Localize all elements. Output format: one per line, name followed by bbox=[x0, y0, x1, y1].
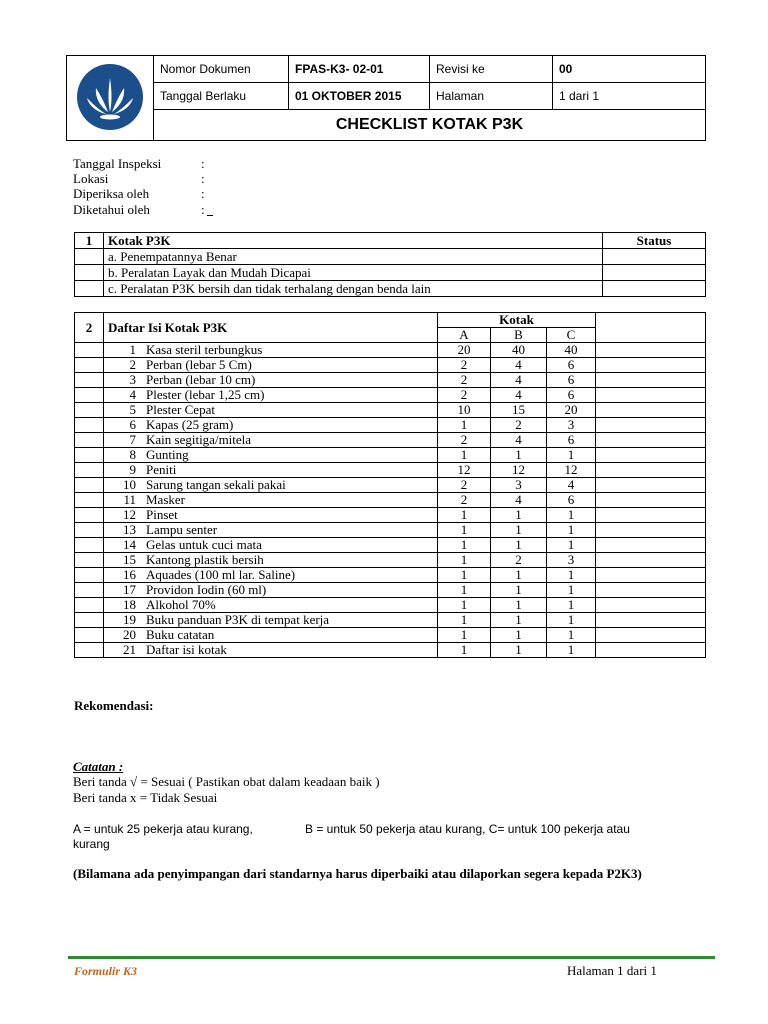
item-name: Perban (lebar 10 cm) bbox=[146, 372, 256, 387]
qty-c: 6 bbox=[547, 373, 596, 388]
table-row bbox=[75, 508, 706, 523]
notes-line-2 bbox=[73, 790, 217, 806]
qty-b: 15 bbox=[491, 403, 547, 418]
item-number: 19 bbox=[123, 612, 136, 627]
item-number: 18 bbox=[123, 597, 136, 612]
section1-item: c. Peralatan P3K bersih dan tidak terhalang dengan benda lain bbox=[104, 281, 603, 297]
item-cell bbox=[104, 583, 438, 598]
item-cell bbox=[104, 463, 438, 478]
table-row bbox=[75, 358, 706, 373]
document-header bbox=[66, 55, 706, 141]
qty-b: 1 bbox=[491, 643, 547, 658]
status-cell[interactable] bbox=[596, 553, 706, 568]
qty-a: 10 bbox=[438, 403, 491, 418]
qty-c: 1 bbox=[547, 613, 596, 628]
page-value: 1 dari 1 bbox=[553, 83, 706, 110]
qty-a: 2 bbox=[438, 433, 491, 448]
info-label-checked-by: Diperiksa oleh bbox=[73, 186, 150, 201]
table-row bbox=[75, 478, 706, 493]
section2-number: 2 bbox=[75, 313, 104, 343]
item-cell bbox=[104, 553, 438, 568]
qty-c: 1 bbox=[547, 643, 596, 658]
item-number: 5 bbox=[129, 402, 136, 417]
section1-table bbox=[74, 232, 706, 297]
item-cell bbox=[104, 478, 438, 493]
cross-mark-icon: x bbox=[130, 790, 137, 805]
qty-c: 40 bbox=[547, 343, 596, 358]
item-number: 4 bbox=[129, 387, 136, 402]
qty-c: 12 bbox=[547, 463, 596, 478]
qty-c: 6 bbox=[547, 358, 596, 373]
qty-c: 1 bbox=[547, 448, 596, 463]
section2-table bbox=[74, 312, 706, 658]
qty-a: 1 bbox=[438, 523, 491, 538]
item-name: Buku panduan P3K di tempat kerja bbox=[146, 612, 330, 627]
item-name: Kantong plastik bersih bbox=[146, 552, 264, 567]
item-cell bbox=[104, 613, 438, 628]
table-row bbox=[75, 628, 706, 643]
item-name: Buku catatan bbox=[146, 627, 215, 642]
item-name: Masker bbox=[146, 492, 185, 507]
qty-b: 3 bbox=[491, 478, 547, 493]
section1-number: 1 bbox=[75, 233, 104, 249]
qty-a: 1 bbox=[438, 418, 491, 433]
qty-a: 20 bbox=[438, 343, 491, 358]
item-number: 20 bbox=[123, 627, 136, 642]
item-cell bbox=[104, 448, 438, 463]
qty-c: 6 bbox=[547, 493, 596, 508]
table-row bbox=[75, 448, 706, 463]
qty-b: 12 bbox=[491, 463, 547, 478]
item-number: 10 bbox=[123, 477, 136, 492]
item-cell bbox=[104, 598, 438, 613]
item-name: Kain segitiga/mitela bbox=[146, 432, 252, 447]
info-colon: : bbox=[201, 171, 205, 186]
item-number: 3 bbox=[129, 372, 136, 387]
table-row bbox=[75, 598, 706, 613]
section1-title: Kotak P3K bbox=[104, 233, 603, 249]
qty-b: 4 bbox=[491, 373, 547, 388]
info-underline bbox=[207, 215, 213, 216]
status-cell[interactable] bbox=[596, 388, 706, 403]
table-row bbox=[75, 418, 706, 433]
notes-title: Catatan : bbox=[73, 759, 124, 774]
column-header-c: C bbox=[547, 328, 596, 343]
info-label-acknowledged-by: Diketahui oleh bbox=[73, 202, 150, 217]
status-cell[interactable] bbox=[596, 478, 706, 493]
item-number: 16 bbox=[123, 567, 136, 582]
item-name: Perban (lebar 5 Cm) bbox=[146, 357, 252, 372]
item-name: Kapas (25 gram) bbox=[146, 417, 234, 432]
section1-status-header: Status bbox=[603, 233, 706, 249]
item-name: Plester Cepat bbox=[146, 402, 215, 417]
qty-a: 1 bbox=[438, 643, 491, 658]
status-cell[interactable] bbox=[596, 433, 706, 448]
item-cell bbox=[104, 403, 438, 418]
status-cell[interactable] bbox=[603, 281, 706, 297]
item-cell bbox=[104, 523, 438, 538]
company-logo-icon bbox=[75, 62, 145, 132]
qty-b: 1 bbox=[491, 628, 547, 643]
item-number: 7 bbox=[129, 432, 136, 447]
table-row bbox=[75, 463, 706, 478]
status-cell[interactable] bbox=[596, 538, 706, 553]
item-name: Lampu senter bbox=[146, 522, 218, 537]
status-cell[interactable] bbox=[596, 358, 706, 373]
item-name: Aquades (100 ml lar. Saline) bbox=[146, 567, 296, 582]
status-cell[interactable] bbox=[596, 628, 706, 643]
item-number: 2 bbox=[129, 357, 136, 372]
table-row bbox=[75, 493, 706, 508]
qty-b: 1 bbox=[491, 598, 547, 613]
section1-item: b. Peralatan Layak dan Mudah Dicapai bbox=[104, 265, 603, 281]
item-cell bbox=[104, 493, 438, 508]
qty-c: 1 bbox=[547, 538, 596, 553]
notes-line1-prefix: Beri tanda bbox=[73, 774, 127, 789]
page-label: Halaman bbox=[430, 83, 553, 110]
item-number: 12 bbox=[123, 507, 136, 522]
item-cell bbox=[104, 373, 438, 388]
status-cell[interactable] bbox=[596, 613, 706, 628]
item-cell bbox=[104, 643, 438, 658]
item-name: Peniti bbox=[146, 462, 177, 477]
info-colon: : bbox=[201, 156, 205, 171]
table-row bbox=[75, 403, 706, 418]
item-number: 11 bbox=[123, 492, 136, 507]
item-number: 13 bbox=[123, 522, 136, 537]
item-number: 9 bbox=[129, 462, 136, 477]
info-colon: : bbox=[201, 202, 205, 217]
section2-title: Daftar Isi Kotak P3K bbox=[104, 313, 438, 343]
table-row bbox=[75, 281, 706, 297]
qty-c: 3 bbox=[547, 418, 596, 433]
item-cell bbox=[104, 538, 438, 553]
qty-b: 4 bbox=[491, 388, 547, 403]
qty-b: 40 bbox=[491, 343, 547, 358]
notes-line2-text: = Tidak Sesuai bbox=[139, 790, 218, 805]
qty-b: 1 bbox=[491, 583, 547, 598]
status-cell[interactable] bbox=[596, 508, 706, 523]
table-row bbox=[75, 249, 706, 265]
qty-b: 4 bbox=[491, 493, 547, 508]
kotak-group-header: Kotak bbox=[438, 313, 596, 328]
item-name: Kasa steril terbungkus bbox=[146, 342, 263, 357]
qty-a: 2 bbox=[438, 478, 491, 493]
qty-b: 4 bbox=[491, 358, 547, 373]
footer-page-number: Halaman 1 dari 1 bbox=[567, 963, 657, 978]
status-cell[interactable] bbox=[596, 373, 706, 388]
qty-a: 1 bbox=[438, 568, 491, 583]
item-name: Daftar isi kotak bbox=[146, 642, 227, 657]
qty-c: 1 bbox=[547, 508, 596, 523]
item-number: 15 bbox=[123, 552, 136, 567]
logo-cell bbox=[67, 56, 154, 141]
qty-b: 4 bbox=[491, 433, 547, 448]
qty-b: 1 bbox=[491, 538, 547, 553]
qty-b: 1 bbox=[491, 448, 547, 463]
warning-note: (Bilamana ada penyimpangan dari standarnya harus diperbaiki atau dilaporkan segera kepada P2K3) bbox=[73, 866, 642, 881]
qty-c: 20 bbox=[547, 403, 596, 418]
legend-a: A = untuk 25 pekerja atau kurang, bbox=[73, 822, 253, 836]
date-value: 01 OKTOBER 2015 bbox=[289, 83, 430, 110]
qty-a: 1 bbox=[438, 538, 491, 553]
table-row bbox=[75, 568, 706, 583]
item-name: Pinset bbox=[146, 507, 178, 522]
status-cell[interactable] bbox=[596, 493, 706, 508]
item-cell bbox=[104, 628, 438, 643]
status-cell[interactable] bbox=[596, 403, 706, 418]
qty-a: 1 bbox=[438, 628, 491, 643]
qty-c: 1 bbox=[547, 568, 596, 583]
item-cell bbox=[104, 343, 438, 358]
info-label-inspection-date: Tanggal Inspeksi bbox=[73, 156, 162, 171]
document-title: CHECKLIST KOTAK P3K bbox=[154, 110, 706, 141]
qty-b: 1 bbox=[491, 523, 547, 538]
qty-a: 2 bbox=[438, 373, 491, 388]
recommendation-label: Rekomendasi: bbox=[74, 698, 154, 713]
doc-no-value: FPAS-K3- 02-01 bbox=[289, 56, 430, 83]
notes-line1-text: = Sesuai ( Pastikan obat dalam keadaan baik ) bbox=[140, 774, 380, 789]
table-row bbox=[75, 553, 706, 568]
qty-a: 12 bbox=[438, 463, 491, 478]
qty-b: 2 bbox=[491, 418, 547, 433]
item-number: 21 bbox=[123, 642, 136, 657]
status-cell[interactable] bbox=[596, 598, 706, 613]
qty-a: 1 bbox=[438, 613, 491, 628]
qty-c: 6 bbox=[547, 433, 596, 448]
item-name: Plester (lebar 1,25 cm) bbox=[146, 387, 265, 402]
legend-bc: B = untuk 50 pekerja atau kurang, C= untuk 100 pekerja atau bbox=[305, 822, 630, 836]
info-colon: : bbox=[201, 186, 205, 201]
item-number: 8 bbox=[129, 447, 136, 462]
item-number: 1 bbox=[129, 342, 136, 357]
qty-b: 1 bbox=[491, 568, 547, 583]
revision-label: Revisi ke bbox=[430, 56, 553, 83]
status-cell[interactable] bbox=[596, 583, 706, 598]
qty-a: 2 bbox=[438, 388, 491, 403]
qty-b: 1 bbox=[491, 508, 547, 523]
qty-a: 1 bbox=[438, 448, 491, 463]
qty-a: 2 bbox=[438, 358, 491, 373]
qty-c: 3 bbox=[547, 553, 596, 568]
qty-c: 4 bbox=[547, 478, 596, 493]
qty-c: 1 bbox=[547, 628, 596, 643]
qty-a: 1 bbox=[438, 598, 491, 613]
table-row bbox=[75, 583, 706, 598]
table-row bbox=[75, 433, 706, 448]
table-row bbox=[75, 643, 706, 658]
item-name: Alkohol 70% bbox=[146, 597, 216, 612]
footer-divider bbox=[68, 956, 715, 959]
item-name: Sarung tangan sekali pakai bbox=[146, 477, 286, 492]
item-name: Providon Iodin (60 ml) bbox=[146, 582, 267, 597]
qty-c: 1 bbox=[547, 598, 596, 613]
item-name: Gelas untuk cuci mata bbox=[146, 537, 262, 552]
status-cell[interactable] bbox=[596, 523, 706, 538]
item-cell bbox=[104, 388, 438, 403]
status-cell[interactable] bbox=[596, 568, 706, 583]
qty-a: 1 bbox=[438, 508, 491, 523]
item-cell bbox=[104, 418, 438, 433]
column-header-b: B bbox=[491, 328, 547, 343]
item-cell bbox=[104, 358, 438, 373]
notes-line2-prefix: Beri tanda bbox=[73, 790, 127, 805]
status-cell[interactable] bbox=[596, 418, 706, 433]
check-mark-icon: √ bbox=[130, 774, 138, 789]
date-label: Tanggal Berlaku bbox=[154, 83, 289, 110]
qty-a: 2 bbox=[438, 493, 491, 508]
column-header-a: A bbox=[438, 328, 491, 343]
item-name: Gunting bbox=[146, 447, 189, 462]
section2-status-column bbox=[596, 313, 706, 343]
status-cell[interactable] bbox=[596, 343, 706, 358]
qty-c: 1 bbox=[547, 583, 596, 598]
section1-item: a. Penempatannya Benar bbox=[104, 249, 603, 265]
notes-line-1 bbox=[73, 774, 380, 790]
item-cell bbox=[104, 508, 438, 523]
table-row bbox=[75, 523, 706, 538]
table-row bbox=[75, 373, 706, 388]
item-number: 17 bbox=[123, 582, 136, 597]
revision-value: 00 bbox=[553, 56, 706, 83]
table-row bbox=[75, 388, 706, 403]
item-number: 14 bbox=[123, 537, 136, 552]
table-row bbox=[75, 265, 706, 281]
footer-form-name: Formulir K3 bbox=[74, 964, 138, 978]
doc-no-label: Nomor Dokumen bbox=[154, 56, 289, 83]
qty-c: 1 bbox=[547, 523, 596, 538]
status-cell[interactable] bbox=[596, 463, 706, 478]
item-cell bbox=[104, 568, 438, 583]
qty-c: 6 bbox=[547, 388, 596, 403]
status-cell[interactable] bbox=[596, 643, 706, 658]
status-cell[interactable] bbox=[603, 249, 706, 265]
table-row bbox=[75, 613, 706, 628]
qty-b: 2 bbox=[491, 553, 547, 568]
info-label-location: Lokasi bbox=[73, 171, 109, 186]
item-number: 6 bbox=[129, 417, 136, 432]
qty-a: 1 bbox=[438, 583, 491, 598]
item-cell bbox=[104, 433, 438, 448]
qty-b: 1 bbox=[491, 613, 547, 628]
legend-continued: kurang bbox=[73, 837, 110, 851]
table-row bbox=[75, 343, 706, 358]
table-row bbox=[75, 538, 706, 553]
qty-a: 1 bbox=[438, 553, 491, 568]
status-cell[interactable] bbox=[603, 265, 706, 281]
status-cell[interactable] bbox=[596, 448, 706, 463]
